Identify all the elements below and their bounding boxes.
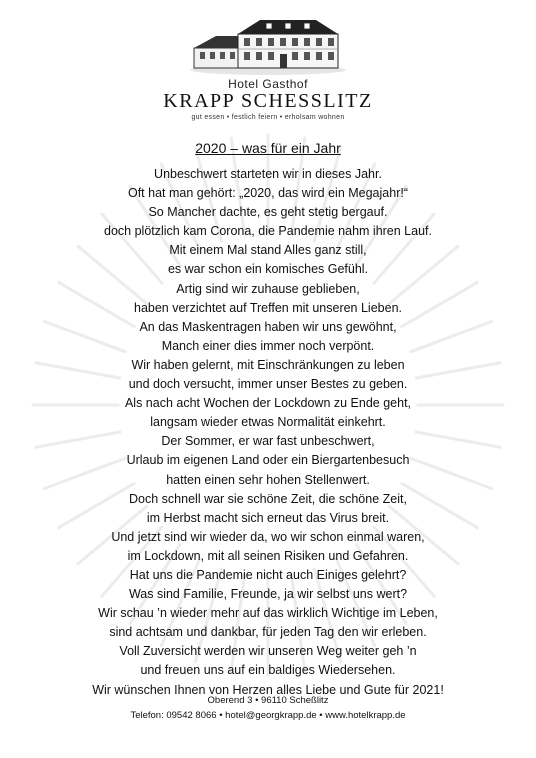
poem-line: doch plötzlich kam Corona, die Pandemie nahm ihren Lauf. <box>104 224 432 239</box>
poem-line: Als nach acht Wochen der Lockdown zu Ende geht, <box>124 396 412 411</box>
poem-line: Hat uns die Pandemie nicht auch Einiges gelehrt? <box>129 567 407 582</box>
poem-line: Wir schau ’n wieder mehr auf das wirklich Wichtige im Leben, <box>98 606 438 621</box>
poem-line: haben verzichtet auf Treffen mit unseren Lieben. <box>134 300 402 315</box>
poem-line: Unbeschwert starteten wir in dieses Jahr. <box>154 167 382 181</box>
poem-line: Voll Zuversicht werden wir unseren Weg weiter geh ’n <box>119 644 417 659</box>
poem-line: langsam wieder etwas Normalität einkehrt. <box>150 415 386 430</box>
poem-line: Wir wünschen Ihnen von Herzen alles Liebe und Gute für 2021! <box>92 682 444 697</box>
poem-line: So Mancher dachte, es geht stetig bergauf. <box>148 205 388 220</box>
brand-subtitle: Hotel Gasthof <box>228 77 308 91</box>
brand-name: KRAPP SCHESSLITZ <box>163 90 373 112</box>
poem-line: Manch einer dies immer noch verpönt. <box>161 338 375 353</box>
poem-line: im Herbst macht sich erneut das Virus breit. <box>146 510 390 525</box>
brand-tagline: gut essen • festlich feiern • erholsam wohnen <box>191 114 345 121</box>
footer-contact: Telefon: 09542 8066 • hotel@georgkrapp.de • www.hotelkrapp.de <box>130 710 406 721</box>
poem-line: Mit einem Mal stand Alles ganz still, <box>169 243 367 258</box>
poem-line: und doch versucht, immer unser Bestes zu geben. <box>128 377 408 392</box>
footer-address: Oberend 3 • 96110 Scheßlitz <box>207 695 329 706</box>
hotel-building-illustration <box>188 14 348 76</box>
poem-line: hatten einen sehr hohen Stellenwert. <box>166 472 370 487</box>
poem-line: Artig sind wir zuhause geblieben, <box>176 281 360 296</box>
poem-line: Der Sommer, er war fast unbeschwert, <box>161 434 375 449</box>
poem-line: es war schon ein komisches Gefühl. <box>167 262 369 277</box>
poem-line: im Lockdown, mit all seinen Risiken und Gefahren. <box>127 548 409 563</box>
poem-line: Wir haben gelernt, mit Einschränkungen zu leben <box>131 357 405 372</box>
poem-line: Was sind Familie, Freunde, ja wir selbst uns wert? <box>128 587 408 602</box>
poem-line: Oft hat man gehört: „2020, das wird ein Megajahr!“ <box>127 186 408 201</box>
poem-line: Doch schnell war sie schöne Zeit, die schöne Zeit, <box>129 491 407 506</box>
poem-body <box>0 165 536 700</box>
hotel-logo <box>0 14 536 121</box>
poem-line: Urlaub im eigenen Land oder ein Biergartenbesuch <box>126 453 410 468</box>
footer <box>0 693 536 723</box>
poem-line: Und jetzt sind wir wieder da, wo wir schon einmal waren, <box>111 529 425 544</box>
page-title: 2020 – was für ein Jahr <box>195 140 341 156</box>
poem-line: sind achtsam und dankbar, für jeden Tag den wir erleben. <box>109 625 427 640</box>
poem-line: und freuen uns auf ein baldiges Wiedersehen. <box>140 663 396 678</box>
poem-line: An das Maskentragen haben wir uns gewöhnt, <box>139 319 397 334</box>
